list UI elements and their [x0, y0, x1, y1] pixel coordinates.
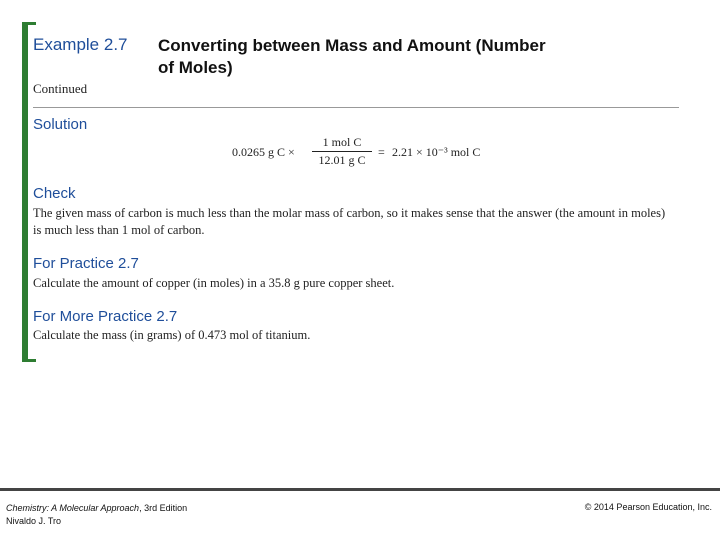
solution-heading: Solution: [33, 116, 88, 133]
footer-divider: [0, 488, 720, 491]
practice-text: Calculate the amount of copper (in moles) in a 35.8 g pure copper sheet.: [33, 276, 395, 290]
footer-author: Nivaldo J. Tro: [6, 516, 62, 526]
check-text: The given mass of carbon is much less than the molar mass of carbon, so it makes sense that the answer (the amount in moles) is much less than 1 mol of carbon.: [33, 206, 666, 237]
solution-equation: [232, 135, 492, 167]
check-heading: Check: [33, 185, 76, 202]
practice-heading: For Practice 2.7: [33, 255, 139, 272]
footer-copyright: © 2014 Pearson Education, Inc.: [584, 502, 712, 512]
more-practice-text: Calculate the mass (in grams) of 0.473 mol of titanium.: [33, 328, 311, 342]
example-label: Example 2.7: [33, 35, 128, 54]
equation-given: 0.0265 g C ×: [232, 145, 295, 159]
title-line-1: Converting between Mass and Amount (Number: [158, 36, 546, 55]
page-title: [158, 35, 638, 79]
continued-label: Continued: [33, 81, 88, 96]
more-practice-heading: For More Practice 2.7: [33, 308, 178, 325]
equation-result: 2.21 × 10⁻³ mol C: [392, 145, 481, 159]
footer-book-title: Chemistry: A Molecular Approach: [6, 503, 140, 513]
green-accent-tick-bottom: [22, 359, 36, 362]
equation-denominator: 12.01 g C: [318, 153, 366, 167]
green-accent-bar: [22, 22, 28, 362]
fraction-bar: [312, 151, 372, 152]
footer-citation: [6, 502, 187, 528]
header-divider: [33, 107, 679, 108]
green-accent-tick-top: [22, 22, 36, 25]
footer-edition: , 3rd Edition: [139, 503, 188, 513]
equation-equals: =: [378, 145, 385, 159]
title-line-2: of Moles): [158, 58, 233, 77]
equation-numerator: 1 mol C: [322, 135, 362, 149]
equation-fraction: [312, 135, 372, 168]
